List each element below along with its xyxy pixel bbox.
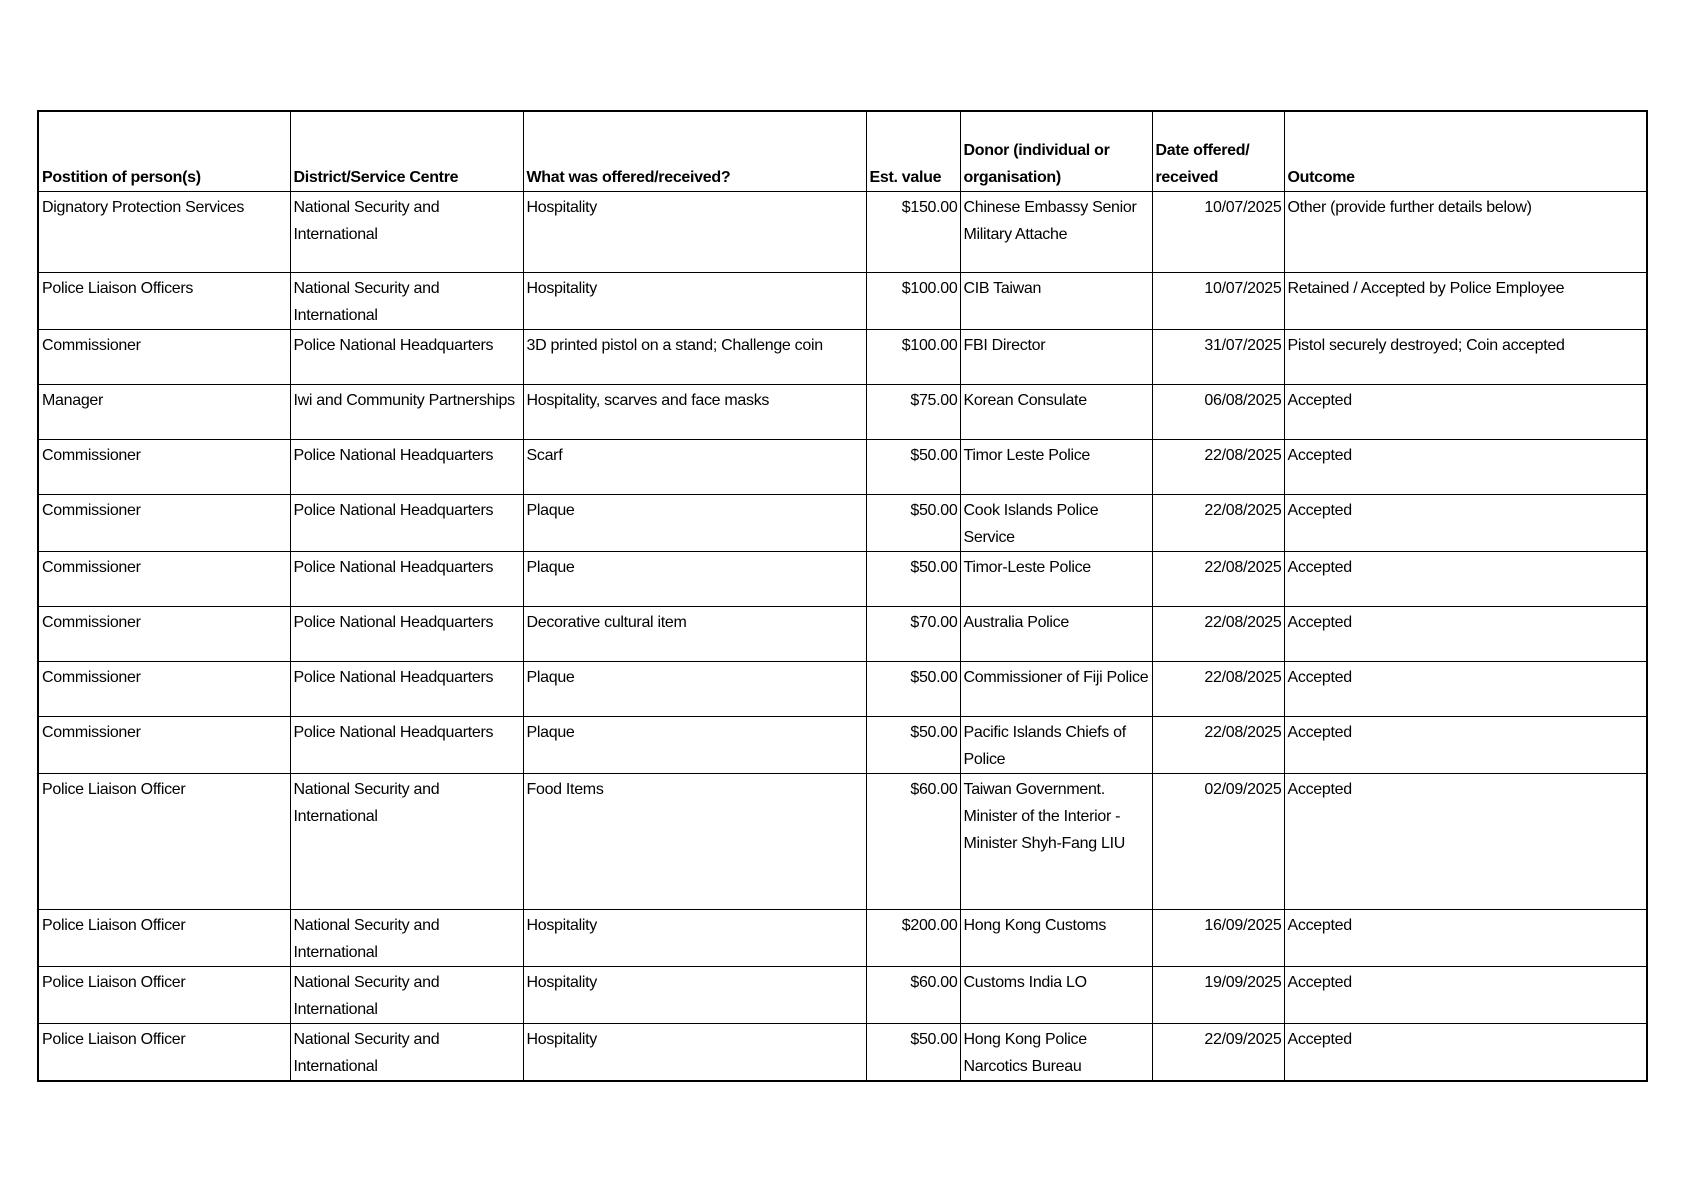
cell-donor: Taiwan Government. Minister of the Interior - Minister Shyh-Fang LIU [960, 774, 1152, 910]
cell-donor: CIB Taiwan [960, 273, 1152, 330]
cell-position: Manager [38, 385, 290, 440]
cell-outcome: Other (provide further details below) [1284, 192, 1647, 273]
cell-position: Commissioner [38, 440, 290, 495]
cell-donor: Chinese Embassy Senior Military Attache [960, 192, 1152, 273]
cell-outcome: Accepted [1284, 552, 1647, 607]
table-row [38, 273, 1647, 330]
cell-donor: Timor Leste Police [960, 440, 1152, 495]
cell-position: Police Liaison Officer [38, 910, 290, 967]
cell-district: Police National Headquarters [290, 440, 523, 495]
cell-position: Commissioner [38, 662, 290, 717]
cell-offered: Hospitality [523, 192, 866, 273]
table-row [38, 967, 1647, 1024]
cell-outcome: Accepted [1284, 662, 1647, 717]
cell-district: Iwi and Community Partnerships [290, 385, 523, 440]
cell-offered: Plaque [523, 495, 866, 552]
cell-outcome: Pistol securely destroyed; Coin accepted [1284, 330, 1647, 385]
cell-donor: Timor-Leste Police [960, 552, 1152, 607]
cell-donor: Customs India LO [960, 967, 1152, 1024]
cell-outcome: Accepted [1284, 1024, 1647, 1082]
cell-outcome: Accepted [1284, 910, 1647, 967]
table-row [38, 552, 1647, 607]
cell-value: $50.00 [866, 717, 960, 774]
cell-value: $200.00 [866, 910, 960, 967]
table-row [38, 910, 1647, 967]
cell-value: $50.00 [866, 495, 960, 552]
cell-value: $60.00 [866, 967, 960, 1024]
cell-donor: Hong Kong Customs [960, 910, 1152, 967]
cell-position: Commissioner [38, 495, 290, 552]
gifts-register-table [37, 110, 1648, 1082]
cell-district: Police National Headquarters [290, 495, 523, 552]
table-row [38, 440, 1647, 495]
cell-date: 22/08/2025 [1152, 717, 1284, 774]
table-row [38, 330, 1647, 385]
cell-outcome: Accepted [1284, 495, 1647, 552]
table-row [38, 1024, 1647, 1082]
cell-value: $70.00 [866, 607, 960, 662]
header-donor: Donor (individual or organisation) [960, 111, 1152, 192]
cell-position: Police Liaison Officer [38, 1024, 290, 1082]
cell-outcome: Accepted [1284, 774, 1647, 910]
cell-value: $50.00 [866, 662, 960, 717]
cell-district: National Security and International [290, 192, 523, 273]
cell-position: Police Liaison Officer [38, 967, 290, 1024]
cell-date: 10/07/2025 [1152, 192, 1284, 273]
cell-date: 22/08/2025 [1152, 607, 1284, 662]
cell-position: Commissioner [38, 717, 290, 774]
cell-district: National Security and International [290, 967, 523, 1024]
cell-value: $100.00 [866, 330, 960, 385]
cell-date: 22/09/2025 [1152, 1024, 1284, 1082]
cell-offered: Hospitality [523, 1024, 866, 1082]
table-row [38, 774, 1647, 910]
cell-offered: Hospitality [523, 273, 866, 330]
cell-donor: Pacific Islands Chiefs of Police [960, 717, 1152, 774]
cell-district: Police National Headquarters [290, 662, 523, 717]
cell-value: $150.00 [866, 192, 960, 273]
cell-outcome: Retained / Accepted by Police Employee [1284, 273, 1647, 330]
table-row [38, 385, 1647, 440]
cell-date: 22/08/2025 [1152, 495, 1284, 552]
cell-date: 31/07/2025 [1152, 330, 1284, 385]
cell-district: National Security and International [290, 774, 523, 910]
cell-offered: Plaque [523, 552, 866, 607]
cell-position: Commissioner [38, 330, 290, 385]
table-row [38, 495, 1647, 552]
cell-offered: Plaque [523, 717, 866, 774]
cell-offered: Food Items [523, 774, 866, 910]
cell-date: 16/09/2025 [1152, 910, 1284, 967]
cell-district: Police National Headquarters [290, 552, 523, 607]
cell-date: 22/08/2025 [1152, 440, 1284, 495]
cell-outcome: Accepted [1284, 385, 1647, 440]
table-row [38, 662, 1647, 717]
table-row [38, 717, 1647, 774]
cell-offered: Hospitality [523, 967, 866, 1024]
cell-district: Police National Headquarters [290, 717, 523, 774]
cell-district: Police National Headquarters [290, 330, 523, 385]
table-row [38, 192, 1647, 273]
cell-outcome: Accepted [1284, 607, 1647, 662]
cell-donor: FBI Director [960, 330, 1152, 385]
cell-offered: Hospitality [523, 910, 866, 967]
table-row [38, 607, 1647, 662]
cell-position: Dignatory Protection Services [38, 192, 290, 273]
cell-position: Police Liaison Officers [38, 273, 290, 330]
cell-outcome: Accepted [1284, 717, 1647, 774]
cell-value: $50.00 [866, 440, 960, 495]
cell-date: 06/08/2025 [1152, 385, 1284, 440]
cell-district: National Security and International [290, 273, 523, 330]
header-date: Date offered/ received [1152, 111, 1284, 192]
cell-value: $60.00 [866, 774, 960, 910]
header-outcome: Outcome [1284, 111, 1647, 192]
cell-date: 19/09/2025 [1152, 967, 1284, 1024]
header-row [38, 111, 1647, 192]
header-district: District/Service Centre [290, 111, 523, 192]
cell-date: 22/08/2025 [1152, 552, 1284, 607]
cell-donor: Australia Police [960, 607, 1152, 662]
cell-offered: Hospitality, scarves and face masks [523, 385, 866, 440]
cell-outcome: Accepted [1284, 440, 1647, 495]
cell-position: Commissioner [38, 552, 290, 607]
cell-date: 02/09/2025 [1152, 774, 1284, 910]
cell-donor: Commissioner of Fiji Police [960, 662, 1152, 717]
cell-position: Commissioner [38, 607, 290, 662]
cell-donor: Korean Consulate [960, 385, 1152, 440]
cell-district: Police National Headquarters [290, 607, 523, 662]
header-position: Postition of person(s) [38, 111, 290, 192]
cell-date: 22/08/2025 [1152, 662, 1284, 717]
cell-donor: Hong Kong Police Narcotics Bureau [960, 1024, 1152, 1082]
header-value: Est. value [866, 111, 960, 192]
cell-value: $50.00 [866, 1024, 960, 1082]
cell-offered: 3D printed pistol on a stand; Challenge coin [523, 330, 866, 385]
cell-offered: Plaque [523, 662, 866, 717]
cell-value: $50.00 [866, 552, 960, 607]
cell-position: Police Liaison Officer [38, 774, 290, 910]
cell-offered: Scarf [523, 440, 866, 495]
cell-donor: Cook Islands Police Service [960, 495, 1152, 552]
cell-district: National Security and International [290, 910, 523, 967]
cell-offered: Decorative cultural item [523, 607, 866, 662]
header-offered: What was offered/received? [523, 111, 866, 192]
cell-value: $75.00 [866, 385, 960, 440]
cell-date: 10/07/2025 [1152, 273, 1284, 330]
cell-value: $100.00 [866, 273, 960, 330]
cell-district: National Security and International [290, 1024, 523, 1082]
cell-outcome: Accepted [1284, 967, 1647, 1024]
